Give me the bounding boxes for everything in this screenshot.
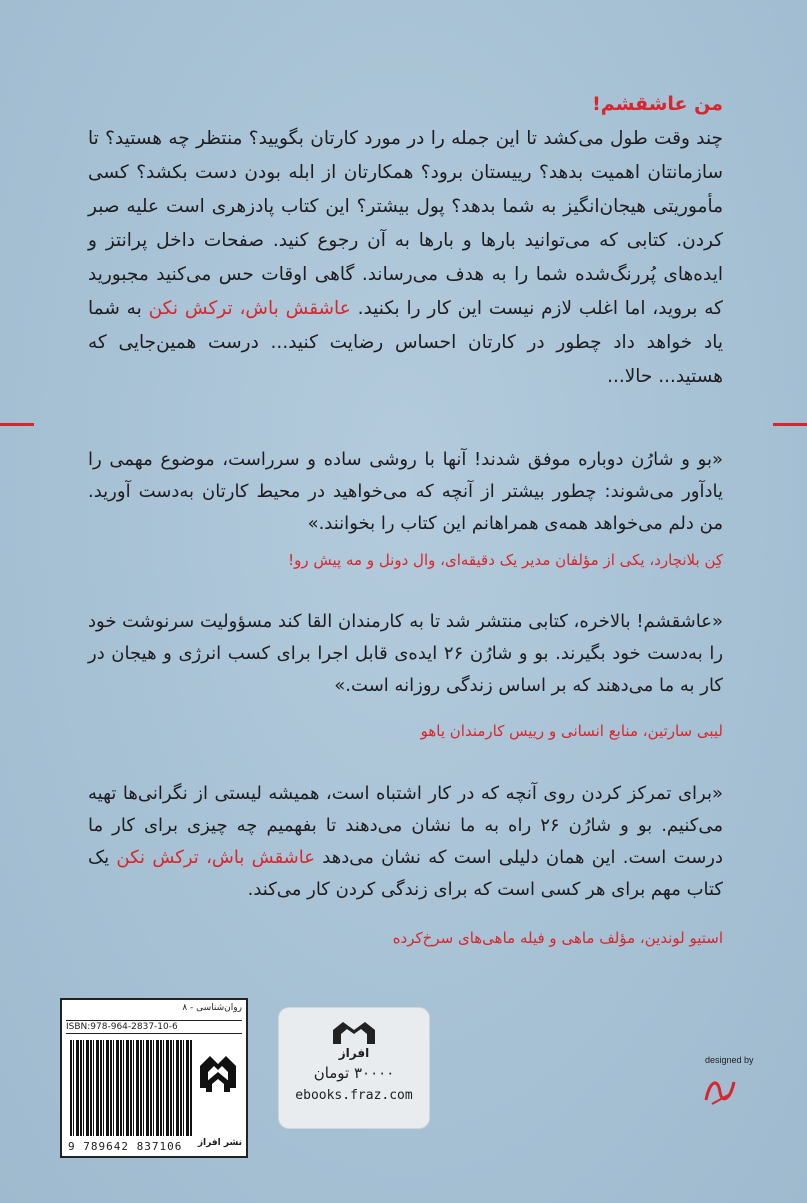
designer-signature-icon bbox=[700, 1070, 740, 1110]
ebook-site: ebooks.fraz.com bbox=[295, 1088, 413, 1103]
barcode-label bbox=[60, 998, 248, 1158]
intro-paragraph bbox=[88, 122, 723, 394]
quote-3-attribution: استیو لوندین، مؤلف ماهی و فیله ماهی‌های سرخ‌کرده bbox=[392, 929, 723, 947]
price-text: ۳۰۰۰۰ تومان bbox=[313, 1064, 395, 1082]
publisher-name: نشر افراز bbox=[197, 1138, 242, 1148]
intro-highlight-title: عاشقش باش، ترکش نکن bbox=[148, 298, 351, 319]
designed-by-label: designed by bbox=[705, 1055, 754, 1065]
intro-text-a: چند وقت طول می‌کشد تا این جمله را در مورد کارتان بگویید؟ منتظر چه هستید؟ تا سازمانتان اهمیت بدهد؟ رییستان برود؟ همکارتان از ابله بودن دست بکشد؟ کسی مأموریتی هیجان‌انگیز به شما بدهد؟ پول بیشتر؟ این کتاب پادزهری است علیه صبر کردن. کتابی که می‌توانید بارها و بارها به آن رجوع کنید. صفحات داخل پرانتز و ایده‌های پُررنگ‌شده شما را به هدف می‌رساند. گاهی اوقات حس می‌کنید مجبورید که بروید، اما اغلب لازم نیست این کار را بکنید. bbox=[88, 128, 723, 319]
intro-text-b: به شما یاد خواهد داد چطور در کارتان احساس رضایت کنید... درست همین‌جایی که هستید... حالا... bbox=[88, 298, 723, 387]
price-sticker bbox=[279, 1008, 429, 1128]
quote-3-text-a: «برای تمرکز کردن روی آنچه که در کار اشتباه است، همیشه لیستی از نگرانی‌ها تهیه می‌کنیم. بو و شارُن ۲۶ راه به ما نشان می‌دهند تا بفهمیم چه چیزی برای کار ما درست است. این همان دلیلی است که نشان می‌دهد bbox=[88, 783, 724, 868]
left-margin-mark bbox=[0, 423, 34, 426]
publisher-logo-icon bbox=[196, 1048, 240, 1128]
quote-3-text bbox=[88, 778, 723, 906]
quote-3-text-b: یک کتاب مهم برای هر کسی است که برای زندگی کردن کار می‌کند. bbox=[88, 847, 723, 900]
quote-1-attribution: کِن بلانچارد، یکی از مؤلفان مدیر یک دقیقه‌ای، وال دونل و مه پیش رو! bbox=[288, 551, 723, 569]
series-label: روان‌شناسی - ۸ bbox=[182, 1003, 242, 1013]
barcode-bars bbox=[70, 1040, 192, 1136]
right-margin-mark bbox=[773, 423, 807, 426]
quote-2-text: «عاشقشم! بالاخره، کتابی منتشر شد تا به کارمندان القا کند مسؤولیت سرنوشت خود را به‌دست خود بگیرند. بو و شارُن ۲۶ ایده‌ی قابل اجرا برای کسب انرژی و هیجان در کار به ما می‌دهند که بر اساس زندگی روزانه است.» bbox=[88, 611, 724, 696]
barcode-number: 9 789642 837106 bbox=[68, 1140, 183, 1153]
quote-1-text: «بو و شارُن دوباره موفق شدند! آنها با روشی ساده و سرراست، موضوع مهمی را یادآور می‌شوند: چطور بیشتر از آنچه که می‌خواهید در محیط کارتان به‌دست آورید. من دلم می‌خواهد همه‌ی همراهانم این کتاب را بخوانند.» bbox=[88, 449, 723, 534]
quote-2-attribution: لیبی سارتین، منابع انسانی و رییس کارمندان یاهو bbox=[420, 722, 723, 740]
book-title-heading: من عاشقشم! bbox=[592, 93, 723, 115]
quote-3-highlight-title: عاشقش باش، ترکش نکن bbox=[116, 847, 315, 868]
sticker-logo-text: افراز bbox=[338, 1046, 370, 1060]
isbn-label: ISBN:978-964-2837-10-6 bbox=[66, 1020, 242, 1034]
